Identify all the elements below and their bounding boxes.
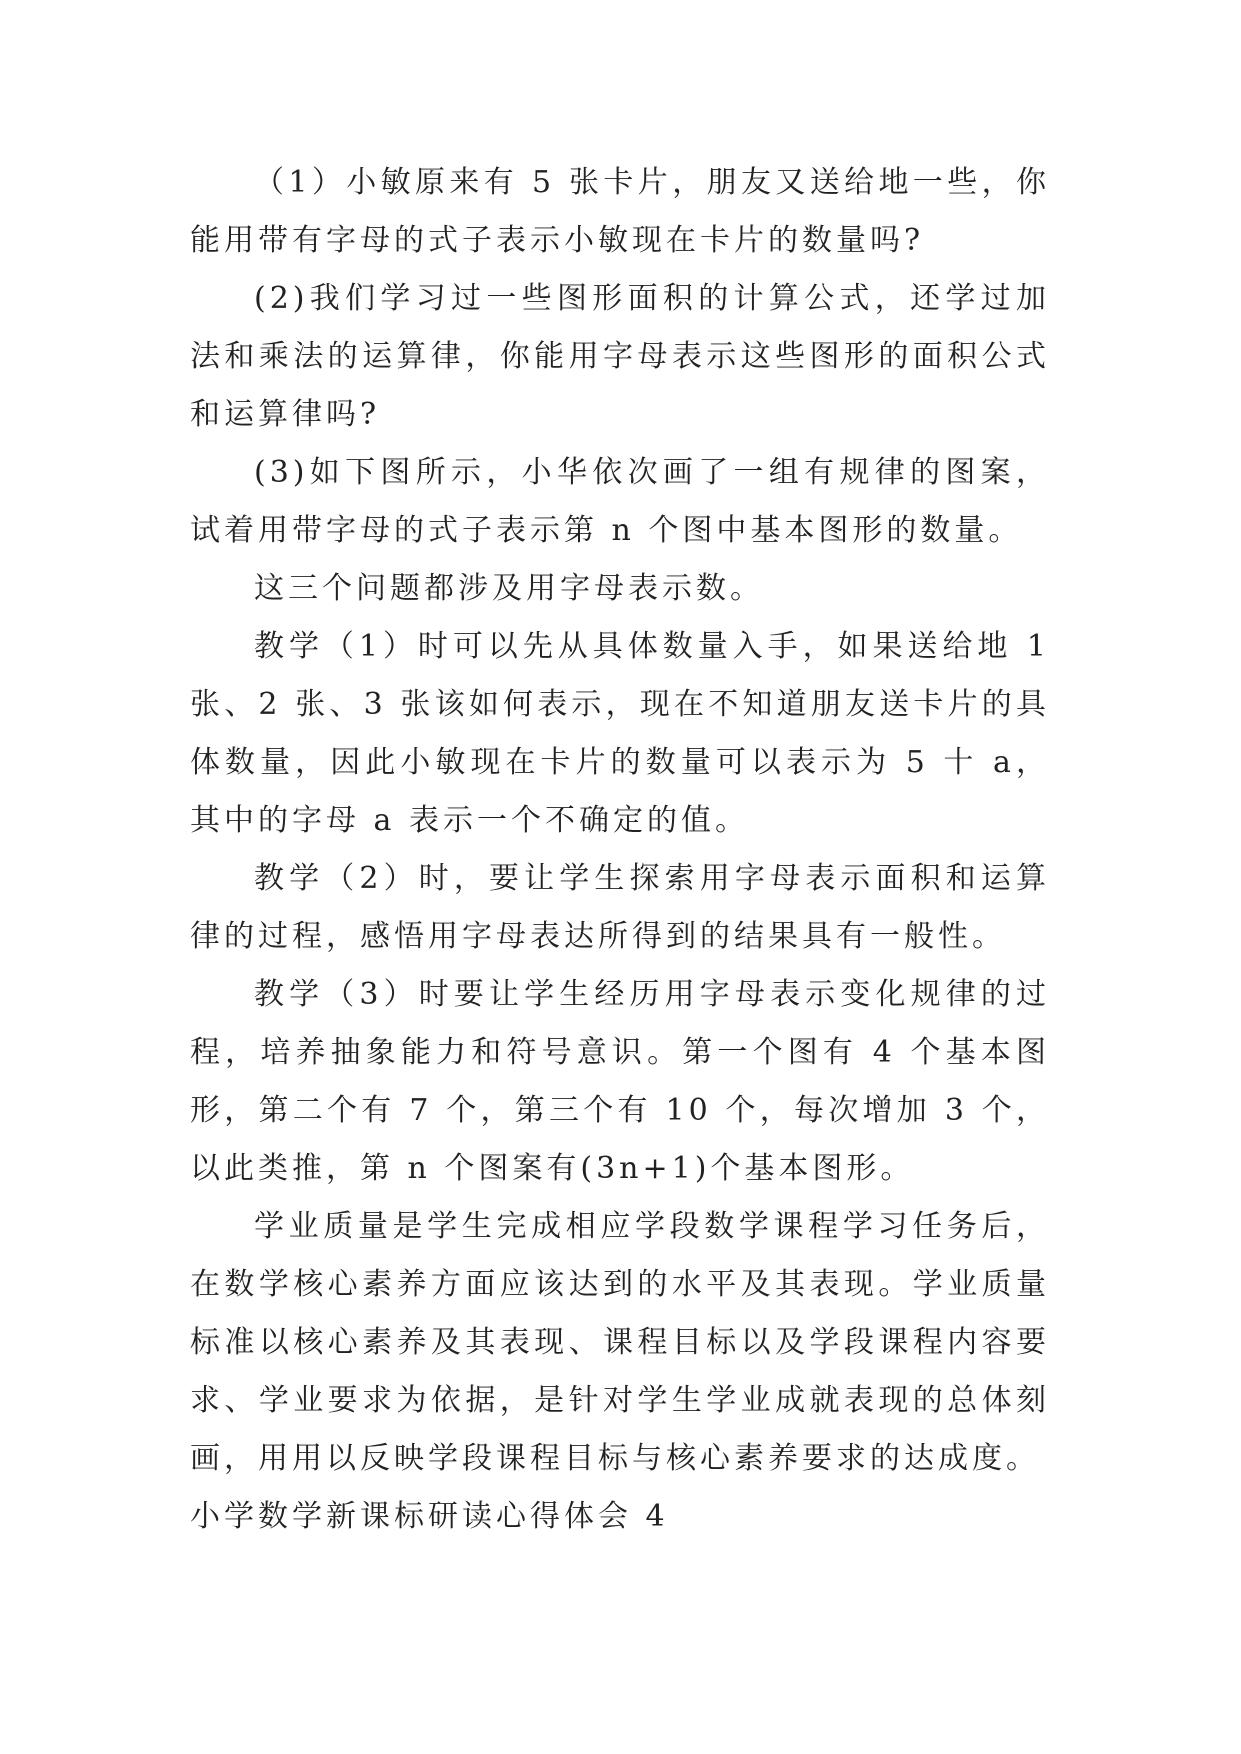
paragraph-academic-quality: 学业质量是学生完成相应学段数学课程学习任务后，在数学核心素养方面应该达到的水平及其表现。学业质量标准以核心素养及其表现、课程目标以及学段课程内容要求、学业要求为依据，是针对学生学业成就表现的总体刻画，用用以反映学段课程目标与核心素养要求的达成度。 <box>190 1209 1050 1476</box>
document-body <box>190 154 1050 1546</box>
paragraph-question-3: (3)如下图所示，小华依次画了一组有规律的图案，试着用带字母的式子表示第 n 个图中基本图形的数量。 <box>190 455 1050 548</box>
paragraph-question-1: （1）小敏原来有 5 张卡片，朋友又送给地一些，你能用带有字母的式子表示小敏现在卡片的数量吗? <box>190 165 1050 258</box>
paragraph-question-2: (2)我们学习过一些图形面积的计算公式，还学过加法和乘法的运算律，你能用字母表示这些图形的面积公式和运算律吗? <box>190 281 1050 432</box>
paragraph-teaching-2: 教学（2）时，要让学生探索用字母表示面积和运算律的过程，感悟用字母表达所得到的结果具有一般性。 <box>190 861 1050 954</box>
paragraph-teaching-3: 教学（3）时要让学生经历用字母表示变化规律的过程，培养抽象能力和符号意识。第一个图有 4 个基本图形，第二个有 7 个，第三个有 10 个，每次增加 3 个，以此类推，第 n 个图案有(3n+1)个基本图形。 <box>190 977 1050 1186</box>
paragraph-teaching-1: 教学（1）时可以先从具体数量入手，如果送给地 1 张、2 张、3 张该如何表示，现在不知道朋友送卡片的具体数量，因此小敏现在卡片的数量可以表示为 5 十 a，其中的字母 a 表示一个不确定的值。 <box>190 629 1050 838</box>
paragraph-summary: 这三个问题都涉及用字母表示数。 <box>254 571 764 606</box>
section-heading: 小学数学新课标研读心得体会 4 <box>190 1499 669 1534</box>
